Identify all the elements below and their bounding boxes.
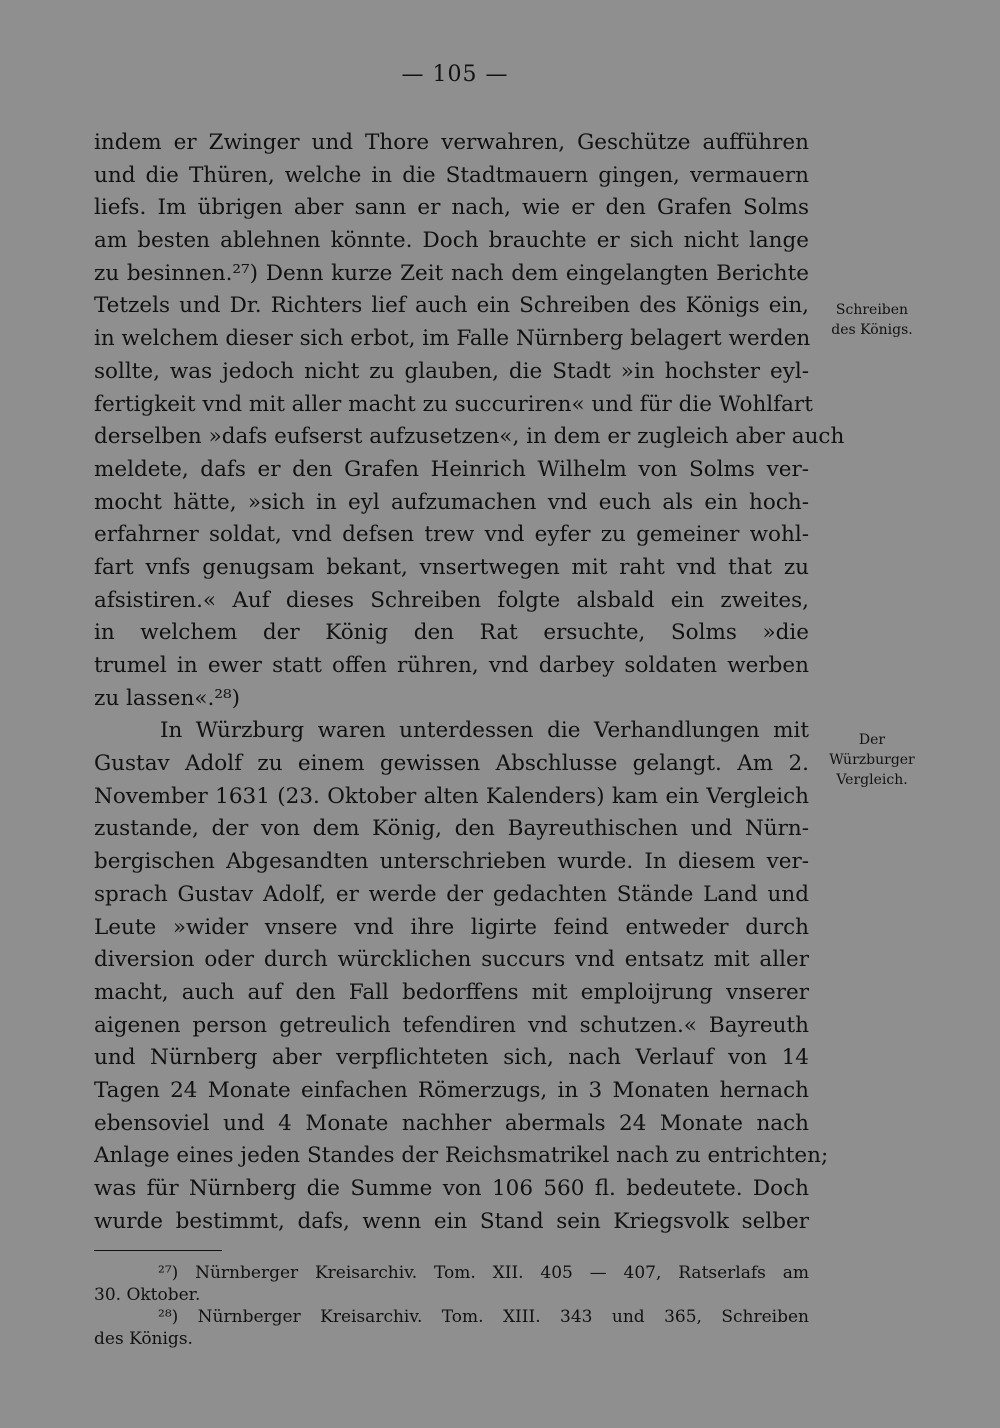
text-line: fertigkeit vnd mit aller macht zu succuriren« und für die Wohlfart xyxy=(94,391,813,417)
text-line: sollte, was jedoch nicht zu glauben, die Stadt »in hochster eyl- xyxy=(94,358,809,384)
text-line: Leute »wider vnsere vnd ihre ligirte feind entweder durch xyxy=(94,914,809,940)
text-line: indem er Zwinger und Thore verwahren, Geschütze aufführen xyxy=(94,130,809,155)
text-line: erfahrner soldat, vnd defsen trew vnd eyfer zu gemeiner wohl- xyxy=(94,522,809,548)
footnote-line: ²⁸) Nürnberger Kreisarchiv. Tom. XIII. 343 und 365, Schreiben xyxy=(158,1307,809,1327)
text-line: am besten ablehnen könnte. Doch brauchte er sich nicht lange xyxy=(94,228,809,254)
text-line: liefs. Im übrigen aber sann er nach, wie er den Grafen Solms xyxy=(94,195,809,221)
footnote-line: ²⁷) Nürnberger Kreisarchiv. Tom. XII. 405 — 407, Ratserlafs am xyxy=(158,1263,809,1283)
text-line: in welchem der König den Rat ersuchte, Solms »die xyxy=(94,620,809,646)
margin-note-vergleich xyxy=(822,730,922,790)
text-line: aigenen person getreulich tefendiren vnd schutzen.« Bayreuth xyxy=(94,1012,809,1038)
text-line: In Würzburg waren unterdessen die Verhandlungen mit xyxy=(160,718,809,744)
text-line: meldete, dafs er den Grafen Heinrich Wilhelm von Solms ver- xyxy=(94,456,809,482)
footnote-line: des Königs. xyxy=(94,1329,193,1349)
margin-note-line: Schreiben xyxy=(835,302,909,318)
text-line: was für Nürnberg die Summe von 106 560 fl. bedeutete. Doch xyxy=(94,1176,809,1201)
text-line: zu lassen«.²⁸) xyxy=(94,685,240,711)
text-line: Tetzels und Dr. Richters lief auch ein Schreiben des Königs ein, xyxy=(94,293,809,319)
text-line: macht, auch auf den Fall bedorffens mit emploijrung vnserer xyxy=(94,979,809,1005)
text-line: diversion oder durch würcklichen succurs vnd entsatz mit aller xyxy=(94,947,809,973)
text-line: Gustav Adolf zu einem gewissen Abschlusse gelangt. Am 2. xyxy=(94,751,809,777)
text-line: zu besinnen.²⁷) Denn kurze Zeit nach dem eingelangten Berichte xyxy=(94,260,809,286)
body-text xyxy=(94,127,845,1238)
text-line: sprach Gustav Adolf, er werde der gedachten Stände Land und xyxy=(94,881,809,907)
margin-note-line: Würzburger xyxy=(829,752,915,768)
text-line: ebensoviel und 4 Monate nachher abermals 24 Monate nach xyxy=(94,1110,809,1136)
footnote-divider xyxy=(94,1250,222,1251)
text-line: Tagen 24 Monate einfachen Römerzugs, in 3 Monaten hernach xyxy=(94,1077,809,1103)
footnotes xyxy=(94,1262,809,1350)
text-line: trumel in ewer statt offen rühren, vnd darbey soldaten werben xyxy=(94,653,809,678)
text-line: November 1631 (23. Oktober alten Kalenders) kam ein Vergleich xyxy=(94,783,809,809)
footnote-line: 30. Oktober. xyxy=(94,1285,201,1305)
margin-note-line: des Königs. xyxy=(831,322,913,338)
text-line: afsistiren.« Auf dieses Schreiben folgte alsbald ein zweites, xyxy=(94,587,809,613)
text-line: bergischen Abgesandten unterschrieben wurde. In diesem ver- xyxy=(94,849,809,875)
page-number: — 105 — xyxy=(401,62,509,87)
text-line: derselben »dafs eufserst aufzusetzen«, in dem er zugleich aber auch xyxy=(94,424,845,450)
text-line: mocht hätte, »sich in eyl aufzumachen vnd euch als ein hoch- xyxy=(94,489,809,515)
text-line: Anlage eines jeden Standes der Reichsmatrikel nach zu entrichten; xyxy=(94,1143,829,1169)
text-line: wurde bestimmt, dafs, wenn ein Stand sein Kriegsvolk selber xyxy=(94,1208,809,1234)
text-line: fart vnfs genugsam bekant, vnsertwegen mit raht vnd that zu xyxy=(94,554,809,580)
text-line: in welchem dieser sich erbot, im Falle Nürnberg belagert werden xyxy=(94,326,811,352)
margin-note-line: Vergleich. xyxy=(836,772,908,788)
text-line: und die Thüren, welche in die Stadtmauern gingen, vermauern xyxy=(94,162,809,188)
margin-note-schreiben xyxy=(822,300,922,340)
text-line: zustande, der von dem König, den Bayreuthischen und Nürn- xyxy=(94,816,809,842)
text-line: und Nürnberg aber verpflichteten sich, nach Verlauf von 14 xyxy=(94,1045,809,1071)
margin-note-line: Der xyxy=(858,732,886,748)
